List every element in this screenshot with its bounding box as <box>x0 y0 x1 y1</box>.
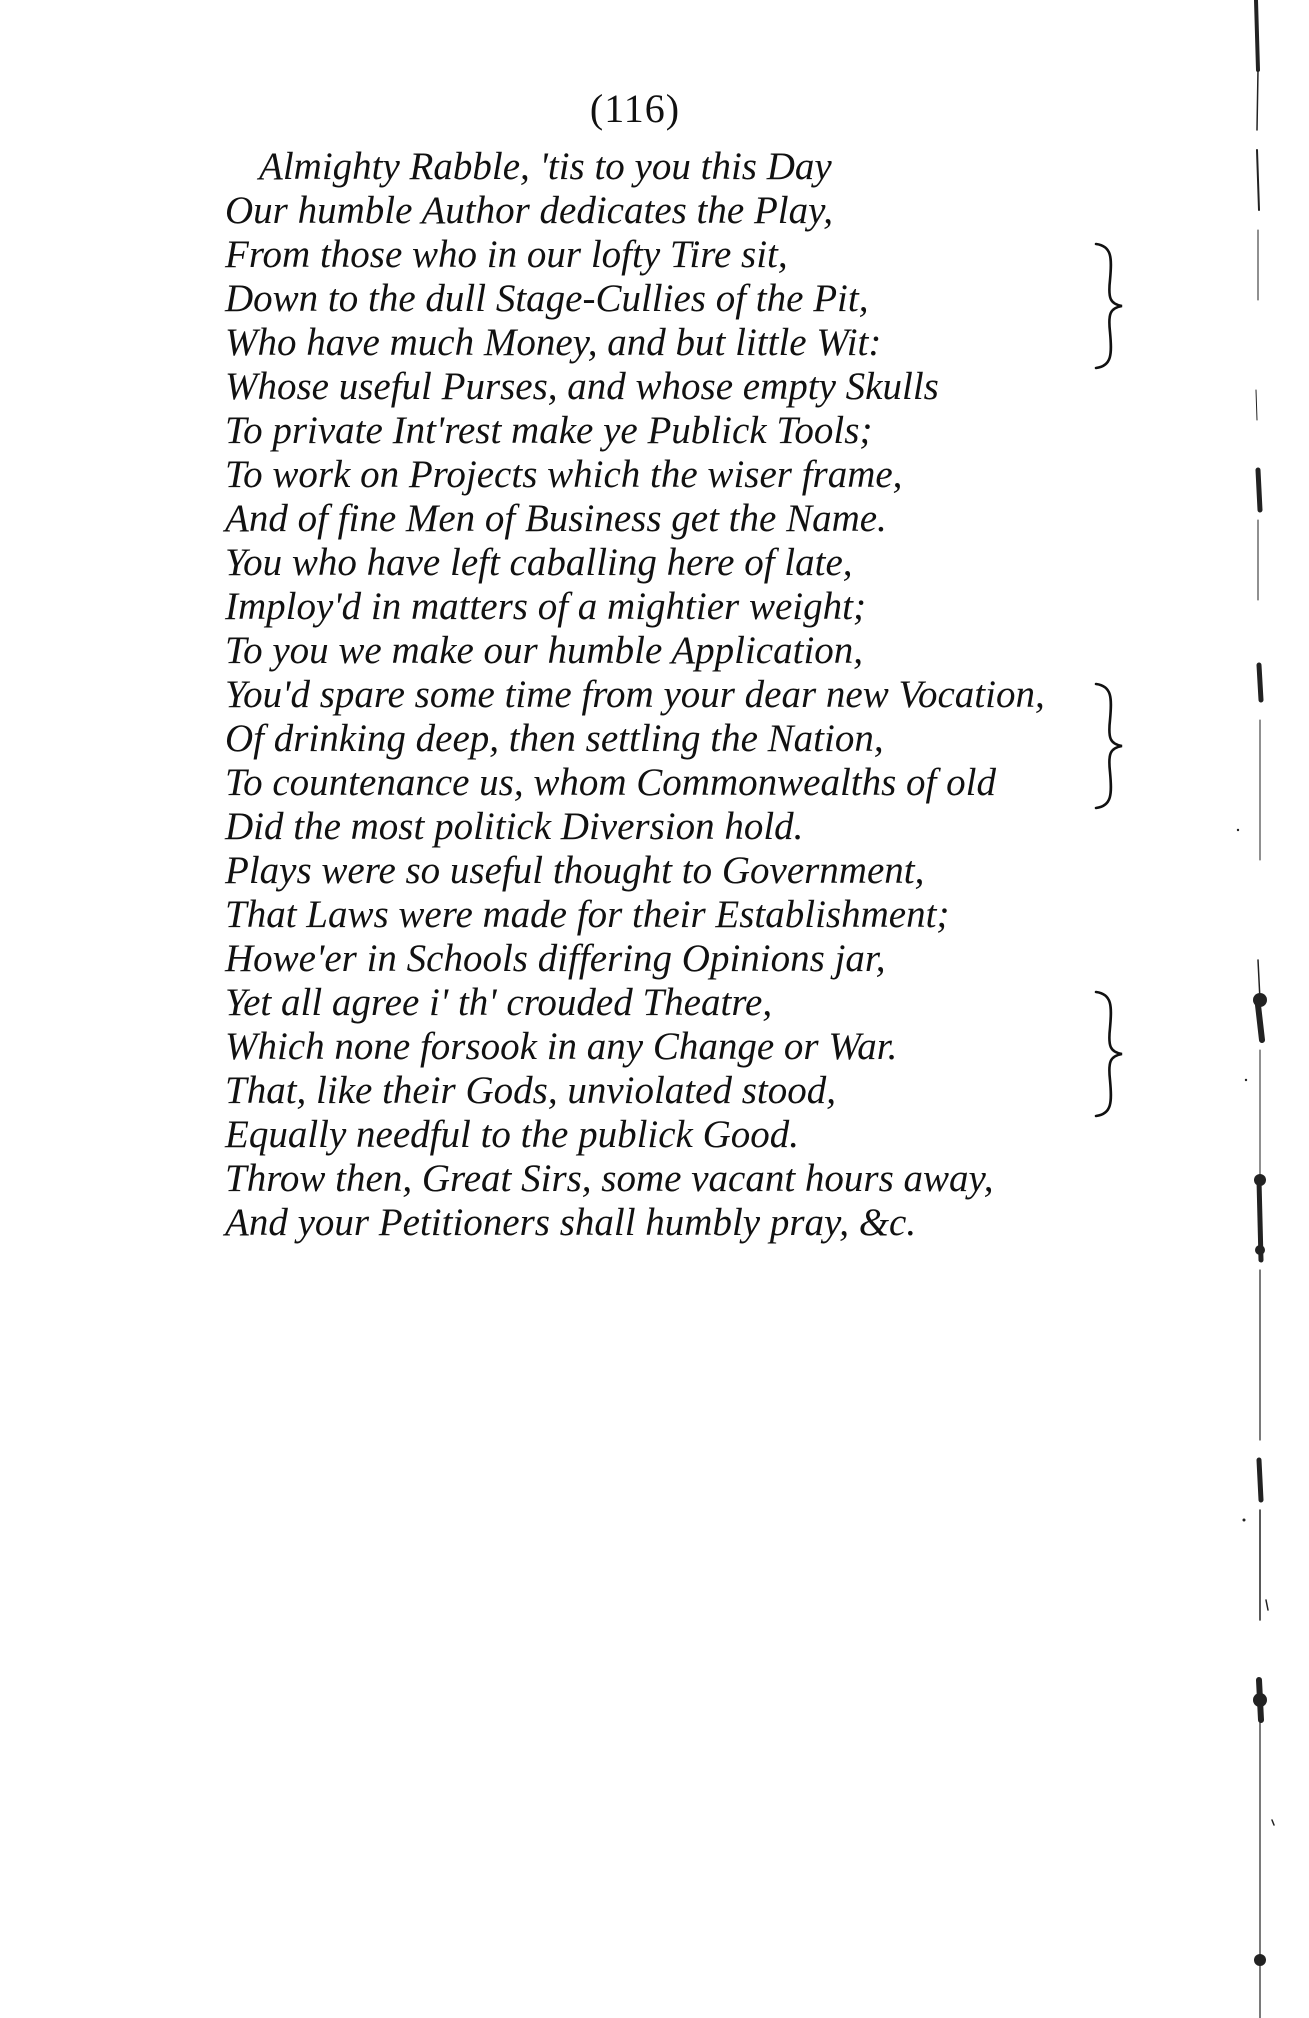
page-edge-scan-marks <box>1236 0 1296 2018</box>
poem-line: To you we make our humble Application, <box>225 629 864 672</box>
poem-line: Imploy'd in matters of a mightier weight; <box>225 585 866 628</box>
poem-line: To work on Projects which the wiser frame, <box>225 453 903 496</box>
poem-line: Which none forsook in any Change or War. <box>225 1025 898 1068</box>
triplet-brace <box>1090 240 1128 372</box>
poem-line: From those who in our lofty Tire sit, <box>225 233 788 276</box>
poem-line: Did the most politick Diversion hold. <box>225 805 804 848</box>
poem-line: Whose useful Purses, and whose empty Skulls <box>225 365 939 408</box>
poem-line: And of fine Men of Business get the Name. <box>225 497 887 540</box>
triplet-brace <box>1090 680 1128 812</box>
poem-line: Throw then, Great Sirs, some vacant hours away, <box>225 1157 994 1200</box>
poem-line: To countenance us, whom Commonwealths of old <box>225 761 996 804</box>
poem-line: That Laws were made for their Establishment; <box>225 893 950 936</box>
poem-line: And your Petitioners shall humbly pray, &c. <box>225 1201 917 1244</box>
poem-line: To private Int'rest make ye Publick Tools; <box>225 409 873 452</box>
poem-line: Plays were so useful thought to Government, <box>225 849 925 892</box>
poem-line: Yet all agree i' th' crouded Theatre, <box>225 981 773 1024</box>
poem-line: Down to the dull Stage-Cullies of the Pit, <box>225 277 869 320</box>
poem-line: You'd spare some time from your dear new Vocation, <box>225 673 1045 716</box>
page-number: (116) <box>589 86 681 131</box>
triplet-brace <box>1090 988 1128 1120</box>
poem-line: Almighty Rabble, 'tis to you this Day <box>259 145 832 188</box>
poem-line: Our humble Author dedicates the Play, <box>225 189 834 232</box>
poem-line: Howe'er in Schools differing Opinions jar, <box>225 937 886 980</box>
poem-line: That, like their Gods, unviolated stood, <box>225 1069 836 1112</box>
poem-line: Of drinking deep, then settling the Nation, <box>225 717 884 760</box>
poem-line: Equally needful to the publick Good. <box>225 1113 800 1156</box>
poem-line: Who have much Money, and but little Wit: <box>225 321 882 364</box>
poem-line: You who have left caballing here of late, <box>225 541 853 584</box>
